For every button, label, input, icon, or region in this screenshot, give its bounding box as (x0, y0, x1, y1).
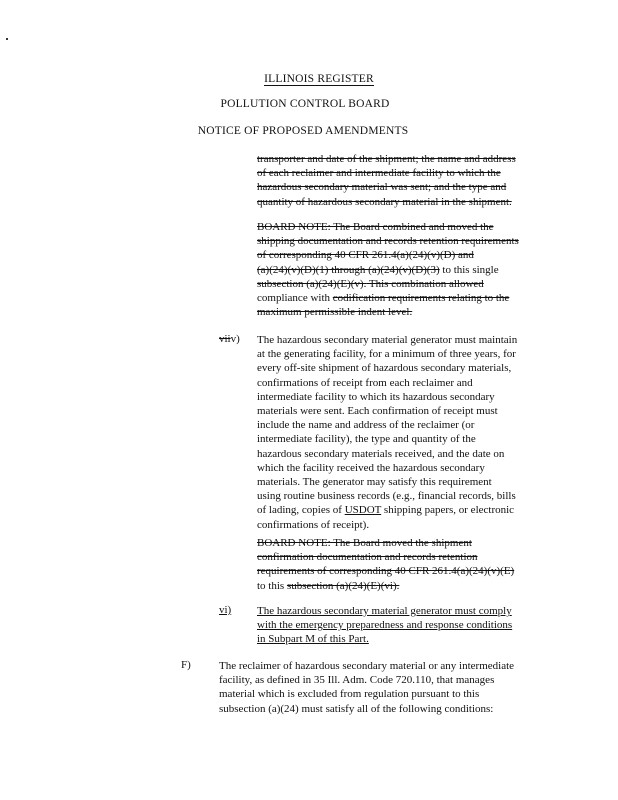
text-line: transporter and date of the shipment; the name and address (257, 153, 516, 165)
text-line: The hazardous secondary material generator must comply (257, 605, 512, 617)
board-note-1 (257, 220, 519, 319)
text-line: at the generating facility, for a minimum of three years, for (257, 348, 516, 361)
item-label-vi: vi) (219, 604, 232, 616)
item-viiv-text (257, 333, 517, 532)
notice-title: NOTICE OF PROPOSED AMENDMENTS (197, 125, 409, 137)
text-line: materials. The generator may satisfy this requirement (257, 476, 492, 489)
text-line: to this subsection (a)(24)(E)(vi). (257, 579, 400, 592)
text-line: maximum permissible indent level. (257, 306, 413, 319)
text-line: BOARD NOTE: The Board combined and moved the (257, 221, 494, 233)
text-line: include the name and address of the reclaimer (or (257, 419, 475, 432)
text-line: (a)(24)(v)(D)(1) through (a)(24)(v)(D)(3) to this single (257, 263, 499, 276)
text-line: BOARD NOTE: The Board moved the shipment (257, 537, 472, 549)
text-line: with the emergency preparedness and response conditions (257, 619, 513, 632)
text-line: requirements of corresponding 40 CFR 261.4(a)(24)(v)(E) (257, 565, 515, 578)
text-line: The hazardous secondary material generator must maintain (257, 334, 518, 346)
text-line: hazardous secondary material was sent; and the type and (257, 181, 507, 194)
item-label-F: F) (181, 659, 191, 671)
register-title: ILLINOIS REGISTER (264, 73, 374, 85)
text-line: confirmation documentation and records retention (257, 551, 478, 564)
text-line: The reclaimer of hazardous secondary material or any intermediate (219, 660, 515, 672)
text-line: shipping documentation and records retention requirements (257, 235, 519, 248)
text-line: hazardous secondary materials received, and the date on (257, 447, 505, 460)
text-line: of lading, copies of USDOT shipping papers, or electronic (257, 504, 515, 517)
board-title: POLLUTION CONTROL BOARD (220, 98, 390, 110)
item-label-viiv: viiv) (219, 333, 240, 345)
scan-speck (6, 38, 8, 40)
board-note-2 (257, 536, 514, 593)
text-line: material which is excluded from regulation pursuant to this (219, 688, 480, 701)
text-line: in Subpart M of this Part. (257, 633, 369, 646)
text-line: which the facility received the hazardous secondary (257, 461, 485, 474)
text-line: facility, as defined in 35 Ill. Adm. Code 720.110, that manages (219, 674, 495, 687)
text-line: quantity of hazardous secondary material in the shipment. (257, 195, 512, 208)
text-line: materials were sent. Each confirmation of receipt must (257, 405, 498, 418)
text-line: every off-site shipment of hazardous secondary materials, (257, 362, 512, 375)
text-line: of corresponding 40 CFR 261.4(a)(24)(v)(D) and (257, 249, 474, 262)
item-vi-text (257, 604, 512, 647)
text-line: compliance with codification requirements relating to the (257, 292, 510, 305)
text-line: intermediate facility to which its hazardous secondary (257, 390, 495, 403)
text-line: confirmations of receipt). (257, 518, 370, 531)
text-line: of each reclaimer and intermediate facility to which the (257, 167, 501, 180)
text-line: intermediate facility), the type and quantity of the (257, 433, 476, 446)
item-F-text (219, 659, 514, 716)
text-line: subsection (a)(24)(E)(v). This combination allowed (257, 277, 484, 290)
text-line: using routine business records (e.g., financial records, bills (257, 490, 516, 503)
text-line: confirmations of receipt from each reclaimer and (257, 376, 473, 389)
struck-continuation (257, 152, 516, 209)
text-line: subsection (a)(24) must satisfy all of the following conditions: (219, 702, 494, 715)
